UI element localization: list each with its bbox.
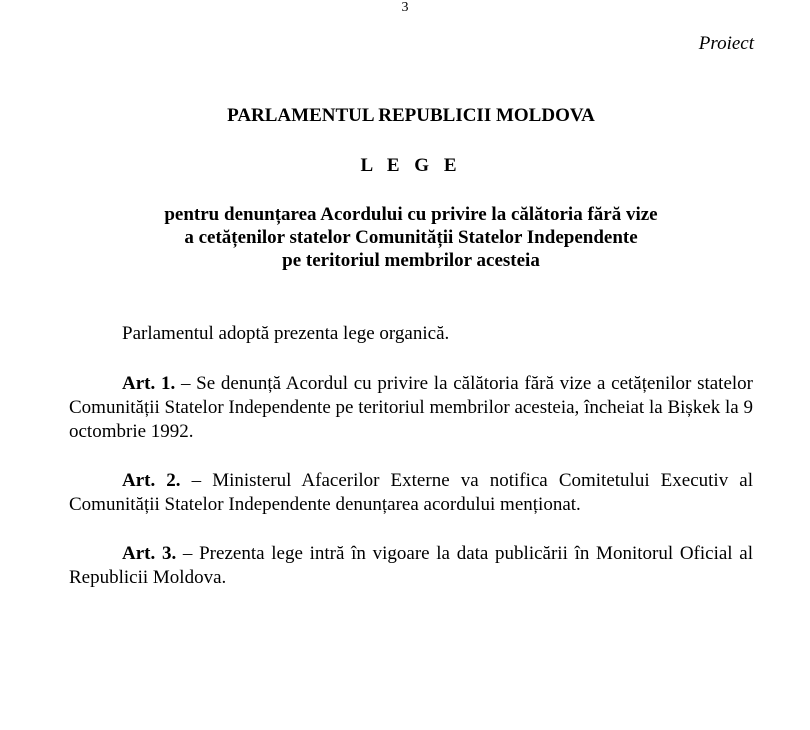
page-number: 3 [401,0,409,15]
subtitle-line: a cetățenilor statelor Comunității Statelor Independente [184,227,638,248]
institution-heading: PARLAMENTUL REPUBLICII MOLDOVA [227,105,595,126]
article-text: – Ministerul Afacerilor Externe va notifica Comitetului Executiv al Comunității Statelor Independente denunțarea acordului menționat. [69,470,753,515]
article-3 [69,542,753,590]
article-text: – Prezenta lege intră în vigoare la data publicării în Monitorul Oficial al Republicii Moldova. [69,543,754,588]
article-text: – Se denunță Acordul cu privire la călătoria fără vize a cetățenilor statelor Comunității Statelor Independente pe teritoriul membrilor acesteia, încheiat la Bișkek la 9 octombrie 1992. [69,373,753,442]
document-type-heading: L E G E [360,155,462,176]
law-subtitle [0,203,810,272]
article-label: Art. 1. [122,373,176,394]
subtitle-line: pe teritoriul membrilor acesteia [282,250,540,271]
draft-label: Proiect [698,33,754,54]
article-1 [69,372,753,444]
article-2 [69,469,753,517]
article-label: Art. 2. [122,470,181,491]
intro-paragraph: Parlamentul adoptă prezenta lege organică. [122,323,450,344]
article-label: Art. 3. [122,543,177,564]
subtitle-line: pentru denunțarea Acordului cu privire la călătoria fără vize [164,204,658,225]
